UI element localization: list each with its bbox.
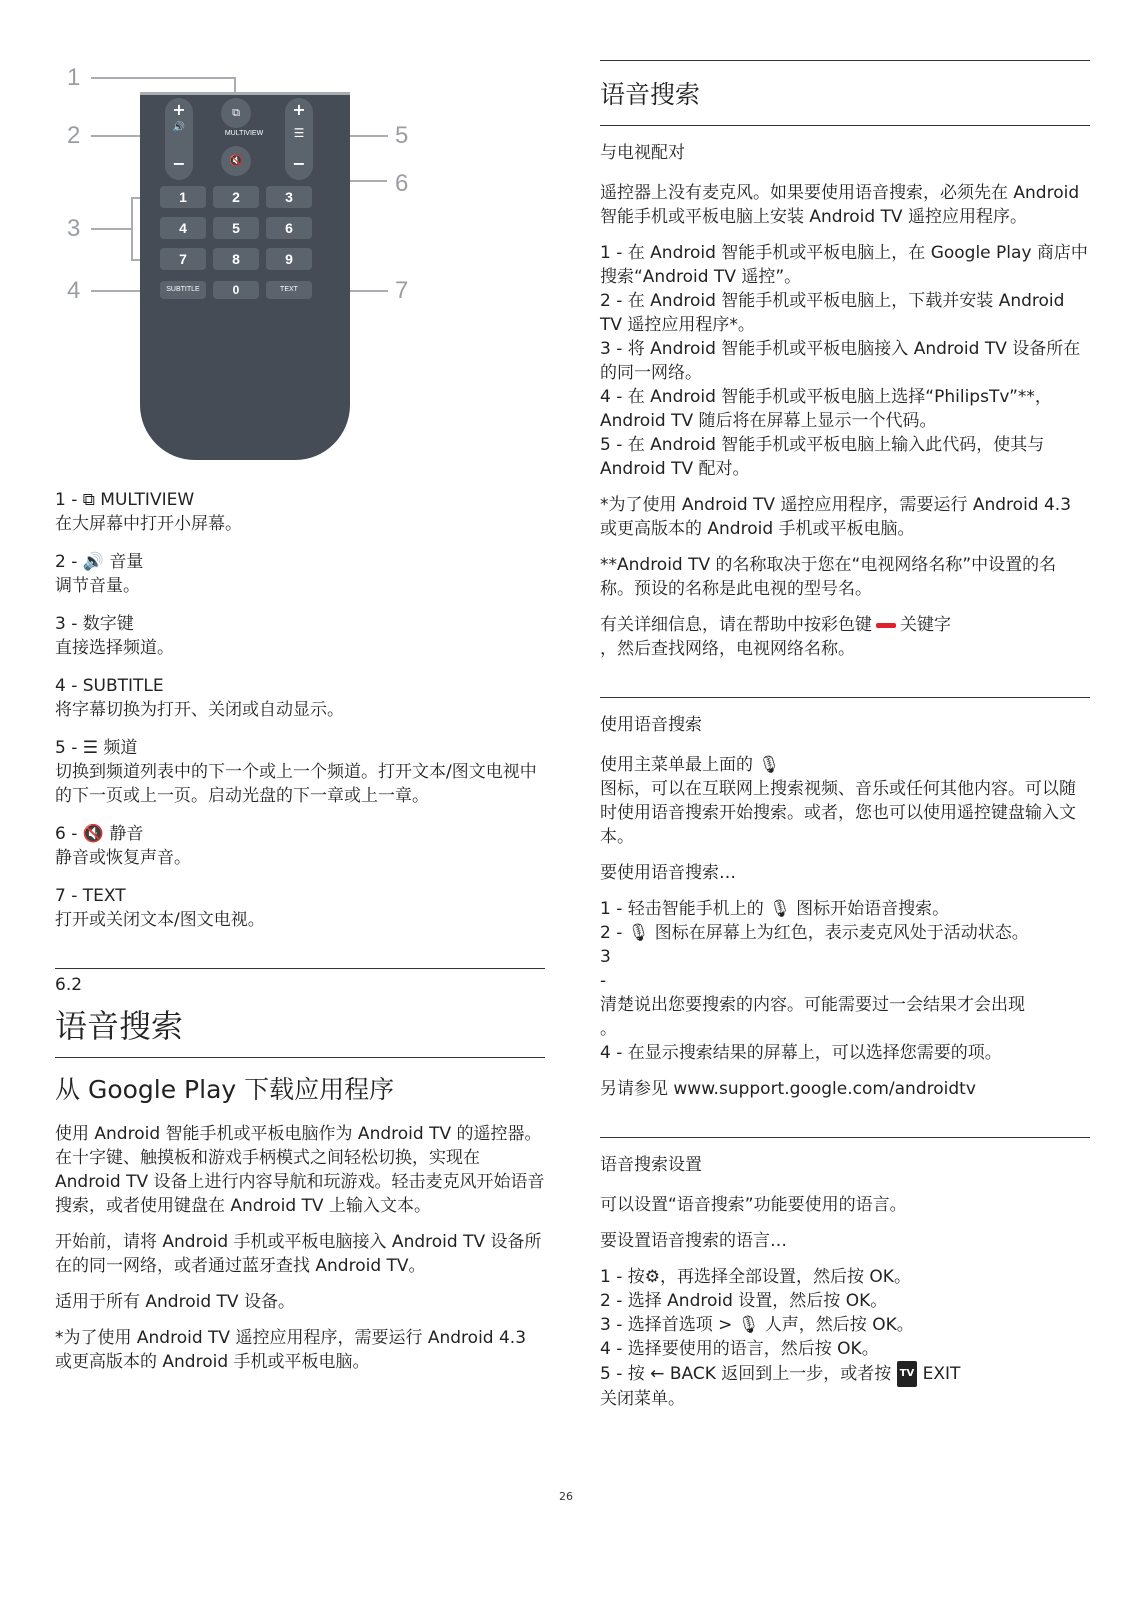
lead-line-3 (91, 228, 131, 230)
use-intro-a: 使用主菜单最上面的 (600, 755, 753, 775)
use-step-2a: 2 - (600, 923, 623, 943)
callout-3: 3 (67, 215, 81, 242)
lead-line-1 (91, 77, 236, 79)
use-lead: 要使用语音搜索… (600, 863, 736, 883)
red-color-key-icon (876, 623, 896, 628)
settings-steps (600, 1265, 1090, 1411)
right-column (600, 60, 1090, 1423)
legend-desc: 打开或关闭文本/图文电视。 (55, 910, 265, 930)
paragraph: 适用于所有 Android TV 设备。 (55, 1292, 295, 1312)
key-5[interactable]: 5 (213, 217, 259, 239)
paragraph: *为了使用 Android TV 遥控应用程序，需要运行 Android 4.3 或更高版本的 Android 手机或平板电脑。 (55, 1328, 527, 1372)
callout-1: 1 (67, 64, 81, 91)
volume-plus-label: + (172, 100, 186, 119)
microphone-icon: 🎙 (769, 899, 791, 919)
microphone-icon: 🎙 (758, 755, 780, 775)
section-number: 6.2 (55, 975, 83, 995)
settings-rule (600, 1137, 1090, 1138)
callout-4: 4 (67, 277, 81, 304)
pair-intro: 遥控器上没有麦克风。如果要使用语音搜索，必须先在 Android 智能手机或平板电脑上安装 Android TV 遥控应用程序。 (600, 183, 1080, 227)
page-number: 26 (559, 1490, 573, 1503)
legend-item-1 (55, 488, 545, 536)
voice-search-title: 语音搜索 (600, 80, 701, 109)
settings-step-1 (600, 1265, 1090, 1289)
more-info-text-c: ，然后查找网络，电视网络名称。 (600, 639, 855, 659)
multiview-key-label: MULTIVIEW (224, 130, 264, 137)
pair-step: 3 - 将 Android 智能手机或平板电脑接入 Android TV 设备所在的同一网络。 (600, 339, 1081, 383)
pair-steps (600, 241, 1090, 481)
paragraph: 使用 Android 智能手机或平板电脑作为 Android TV 的遥控器。在十字键、触摸板和游戏手柄模式之间轻松切换，实现在 Android TV 设备上进行内容导航和玩游戏。轻击麦克风开始语音搜索，或者使用键盘在 Android TV 上输入文本。 (55, 1124, 545, 1216)
settings-step-4: 4 - 选择要使用的语言，然后按 OK。 (600, 1339, 879, 1359)
legend-item-4 (55, 674, 545, 722)
use-step-3b: - (600, 971, 607, 991)
key-7[interactable]: 7 (160, 248, 206, 270)
microphone-icon: 🎙 (627, 923, 650, 943)
legend-desc: 切换到频道列表中的下一个或上一个频道。打开文本/图文电视中的下一页或上一页。启动光盘的下一章或上一章。 (55, 762, 537, 806)
text-key[interactable]: TEXT (266, 281, 312, 299)
pair-note-1: *为了使用 Android TV 遥控应用程序，需要运行 Android 4.3 或更高版本的 Android 手机或平板电脑。 (600, 495, 1072, 539)
mute-button[interactable] (221, 146, 251, 176)
callout-2: 2 (67, 122, 81, 149)
key-6[interactable]: 6 (266, 217, 312, 239)
subsection-title: 从 Google Play 下载应用程序 (55, 1075, 395, 1104)
legend-heading: 2 - 🔊 音量 (55, 552, 144, 572)
use-step-3c: 清楚说出您要搜索的内容。可能需要过一会结果才会出现 (600, 995, 1025, 1015)
key-4[interactable]: 4 (160, 217, 206, 239)
channel-plus-label: + (292, 100, 306, 119)
pair-note-2: **Android TV 的名称取决于您在“电视网络名称”中设置的名称。预设的名称是此电视的型号名。 (600, 555, 1057, 599)
legend-item-2 (55, 550, 545, 598)
settings-step-5a: 5 - 按 (600, 1364, 645, 1384)
use-rule (600, 697, 1090, 698)
volume-icon: 🔊 (172, 122, 186, 133)
back-arrow-icon: ← (650, 1364, 665, 1384)
legend-item-5 (55, 736, 545, 808)
legend-heading: 7 - TEXT (55, 886, 126, 906)
tv-icon: TV (897, 1361, 918, 1387)
settings-lead: 要设置语音搜索的语言… (600, 1231, 787, 1251)
title-rule-bottom (600, 125, 1090, 126)
pair-step: 2 - 在 Android 智能手机或平板电脑上，下载并安装 Android TV 遥控应用程序*。 (600, 291, 1065, 335)
settings-step-3b: 人声，然后按 OK。 (764, 1315, 914, 1335)
pair-heading: 与电视配对 (600, 143, 685, 163)
use-step-1b: 图标开始语音搜索。 (796, 899, 950, 919)
key-8[interactable]: 8 (213, 248, 259, 270)
settings-step-3 (600, 1313, 1090, 1337)
key-9[interactable]: 9 (266, 248, 312, 270)
settings-step-1a: 1 - 按 (600, 1267, 645, 1287)
use-intro (600, 753, 1090, 849)
settings-step-5 (600, 1361, 1090, 1387)
use-step-3d: 。 (600, 1019, 617, 1039)
settings-step-1b: ，再选择全部设置，然后按 OK。 (660, 1267, 911, 1287)
callout-5: 5 (395, 122, 409, 149)
legend-item-7 (55, 884, 545, 932)
use-step-3a: 3 (600, 947, 611, 967)
pair-more-info (600, 613, 1090, 661)
section-rule-top (55, 968, 545, 969)
legend-item-3 (55, 612, 545, 660)
gear-icon: ⚙ (644, 1267, 661, 1287)
key-2[interactable]: 2 (213, 186, 259, 208)
legend-heading: 3 - 数字键 (55, 614, 134, 634)
section-rule-bottom (55, 1057, 545, 1058)
multiview-button[interactable] (221, 98, 251, 128)
title-rule-top (600, 60, 1090, 61)
legend-heading: 5 - ☰ 频道 (55, 738, 138, 758)
subtitle-key[interactable]: SUBTITLE (160, 281, 206, 299)
legend-desc: 调节音量。 (55, 576, 140, 596)
callout-6: 6 (395, 170, 409, 197)
more-info-text-b: 关键字 (900, 615, 951, 635)
more-info-text-a: 有关详细信息，请在帮助中按彩色键 (600, 615, 872, 635)
use-step-2 (600, 921, 1090, 945)
legend-item-6 (55, 822, 545, 870)
multiview-icon: ⧉ (232, 106, 240, 119)
key-3[interactable]: 3 (266, 186, 312, 208)
settings-step-5c: EXIT (922, 1364, 961, 1384)
section-title: 语音搜索 (55, 1007, 184, 1045)
legend-desc: 静音或恢复声音。 (55, 848, 191, 868)
use-step-2b: 图标在屏幕上为红色，表示麦克风处于活动状态。 (654, 923, 1029, 943)
settings-step-3a: 3 - 选择首选项 > (600, 1315, 733, 1335)
channel-minus-label: − (292, 154, 306, 173)
channel-icon: ☰ (293, 126, 305, 140)
left-column (55, 60, 545, 1386)
pair-step: 1 - 在 Android 智能手机或平板电脑上，在 Google Play 商店中搜索“Android TV 遥控”。 (600, 243, 1088, 287)
settings-step-5d: 关闭菜单。 (600, 1389, 685, 1409)
settings-step-5b: BACK 返回到上一步，或者按 (669, 1364, 892, 1384)
pair-step: 5 - 在 Android 智能手机或平板电脑上输入此代码，使其与 Android TV 配对。 (600, 435, 1045, 479)
settings-step-2: 2 - 选择 Android 设置，然后按 OK。 (600, 1291, 888, 1311)
legend-desc: 直接选择频道。 (55, 638, 174, 658)
use-intro-b: 图标，可以在互联网上搜索视频、音乐或任何其他内容。可以随时使用语音搜索开始搜索。或者，您也可以使用遥控键盘输入文本。 (600, 779, 1076, 847)
settings-heading: 语音搜索设置 (600, 1155, 702, 1175)
volume-minus-label: − (172, 154, 186, 173)
legend-desc: 将字幕切换为打开、关闭或自动显示。 (55, 700, 344, 720)
see-also-link[interactable]: 另请参见 www.support.google.com/androidtv (600, 1079, 976, 1099)
legend-desc: 在大屏幕中打开小屏幕。 (55, 514, 242, 534)
mute-icon: 🔇 (229, 154, 243, 167)
microphone-icon: 🎙 (737, 1315, 760, 1335)
paragraph: 开始前，请将 Android 手机或平板电脑接入 Android TV 设备所在的同一网络，或者通过蓝牙查找 Android TV。 (55, 1232, 542, 1276)
key-1[interactable]: 1 (160, 186, 206, 208)
legend-heading: 4 - SUBTITLE (55, 676, 164, 696)
legend-heading: 6 - 🔇 静音 (55, 824, 144, 844)
lead-line-3b (131, 197, 133, 260)
legend-heading: 1 - ⧉ MULTIVIEW (55, 490, 195, 510)
pair-step: 4 - 在 Android 智能手机或平板电脑上选择“PhilipsTv”**，Android TV 随后将在屏幕上显示一个代码。 (600, 387, 1052, 431)
settings-intro: 可以设置“语音搜索”功能要使用的语言。 (600, 1195, 907, 1215)
use-step-1 (600, 897, 1090, 921)
callout-7: 7 (395, 277, 409, 304)
key-0[interactable]: 0 (213, 281, 259, 299)
use-step-1a: 1 - 轻击智能手机上的 (600, 899, 764, 919)
use-heading: 使用语音搜索 (600, 715, 702, 735)
remote-illustration (55, 60, 545, 480)
use-steps (600, 897, 1090, 1065)
use-step-4: 4 - 在显示搜索结果的屏幕上，可以选择您需要的项。 (600, 1043, 1002, 1063)
